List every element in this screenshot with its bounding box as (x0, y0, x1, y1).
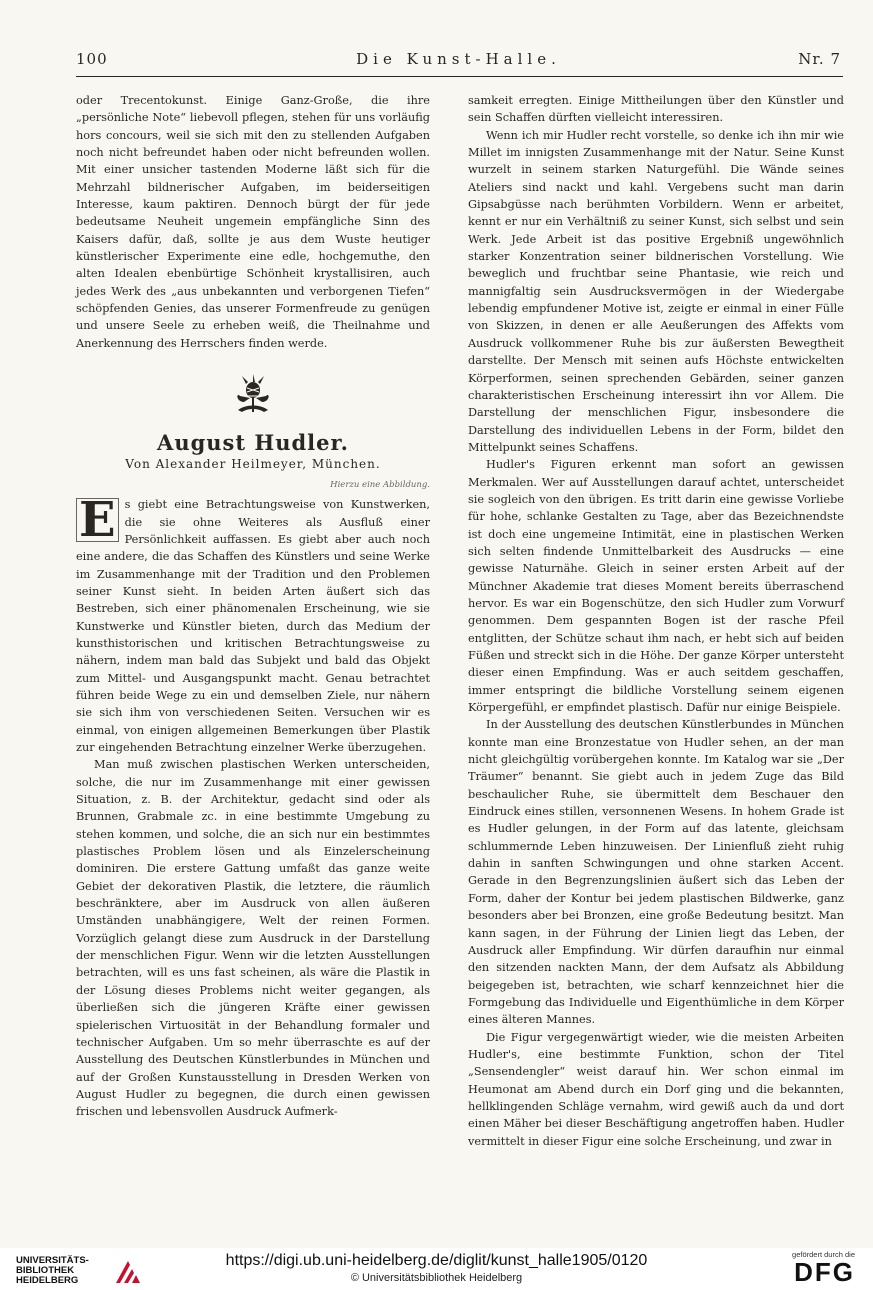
issue-number: Nr. 7 (798, 50, 841, 68)
illustration-note: Hierzu eine Abbildung. (330, 479, 430, 490)
permalink-url[interactable]: https://digi.ub.uni-heidelberg.de/diglit/kunst_halle1905/0120 (225, 1252, 648, 1269)
article-title: August Hudler. (157, 430, 349, 456)
article-byline: Von Alexander Heilmeyer, München. (125, 456, 381, 471)
library-name-line: BIBLIOTHEK (16, 1265, 75, 1276)
page-number: 100 (76, 50, 108, 68)
body-paragraph: Man muß zwischen plastischen Werken unterscheiden, solche, die nur im Zusammenhange mit einer gewissen Situation, z. B. der Architektur, gedacht sind oder als Brunnen, Grabmale zc. in eine bestimmte Umgebung zu stehen kommen, und solche, die an sich nur ein bestimmtes plastisches Problem lösen und als Einzelerscheinung dominiren. Die erstere Gattung umfaßt das ganze weite Gebiet der dekorativen Plastik, die letztere, die räumlich beschränktere, aber im Ausdruck von allen äußeren Umständen unabhängigere, Welt der reinen Formen. Vorzüglich gelangt diese zum Ausdruck in der Darstellung der menschlichen Figur. Wenn wir die letzten Ausstellungen betrachten, will es uns fast scheinen, als wäre die Plastik in der Lösung dieses Problems nicht weiter gegangen, als überließen sich die jüngeren Kräfte einer gewissen spielerischen Virtuosität in der Behandlung formaler und technischer Aufgaben. Um so mehr überraschte es auf der Ausstellung des Deutschen Künstlerbundes in München und auf der Großen Kunstausstellung in Dresden Werken von August Hudler zu begegnen, die durch einen gewissen frischen und lebensvollen Ausdruck Aufmerk- (76, 758, 430, 1119)
body-paragraph: Hudler's Figuren erkennt man sofort an gewissen Merkmalen. Wer auf Ausstellungen darauf achtet, unterscheidet sie sogleich von den übrigen. Es tritt darin eine gewisse Vorliebe für hohe, schlanke Gestalten zu Tage, aber das Bezeichnendste ist doch eine ungemeine Intimität, eine in plastischen Werken sich selten findende Unmittelbarkeit des Ausdrucks — eine gewisse Naturnähe. Gleich in seiner ersten Arbeit auf der Münchner Akademie trat dieses Moment bereits überraschend hervor. Es war ein Bogenschütze, den sich Hudler zum Vorwurf genommen. Dem gespannten Bogen ist der rasche Pfeil entglitten, der Schütze schaut ihm nach, er hebt sich auf beiden Füßen und streckt sich in die Höhe. Der ganze Körper untersteht dieser einen Empfindung. Was er auch seitdem geschaffen, immer entspringt die bildliche Vorstellung seinem eigenen Körpergefühl, er empfindet plastisch. Dafür nur einige Beispiele. (468, 458, 844, 715)
thistle-ornament-icon (234, 374, 272, 414)
body-paragraph: In der Ausstellung des deutschen Künstlerbundes in München konnte man eine Bronzestatue von Hudler sehen, an der man nicht gleichgültig vorübergehen konnte. Im Katalog war sie „Der Träumer“ benannt. Sie giebt auch in jedem Zuge das Bild beschaulicher Ruhe, sie übermittelt dem Beschauer den Eindruck eines stillen, versonnenen Wesens. In hohem Grade ist es Hudler gelungen, in der Form auf das latente, gleichsam schlummernde Leben hinzuweisen. Der Linienfluß zieht ruhig dahin in sanften Schwingungen und ohne starken Accent. Gerade in den Begrenzungslinien äußert sich das Leben der Form, daher der Kontur bei jedem plastischen Bildwerke, ganz besonders aber bei Bronzen, eine große Bedeutung besitzt. Man kann sagen, in der Führung der Linien liegt das Leben, der Ausdruck aller Empfindung. Wir dürfen daraufhin nur einmal den sitzenden nackten Mann, der dem Aufsatz als Abbildung beigegeben ist, betrachten, wie scharf kennzeichnet hier die Formgebung das Individuelle und Eigenthümliche in dem Körper eines älteren Mannes. (468, 718, 844, 1027)
library-name-line: HEIDELBERG (16, 1275, 79, 1286)
viewer-footer (0, 1248, 873, 1290)
funder-note: gefördert durch die (792, 1250, 855, 1259)
body-paragraph: Die Figur vergegenwärtigt wieder, wie die meisten Arbeiten Hudler's, eine bestimmte Funktion, schon der Titel „Sensendengler“ weist darauf hin. Wer schon einmal im Heumonat am Abend durch ein Dorf ging und die bekannten, hellklingenden Schläge vernahm, wird gewiß auch da und dort einen Mäher bei dieser Beschäftigung angetroffen haben. Hudler vermittelt in dieser Figur eine solche Erscheinung, und zwar in (468, 1030, 844, 1148)
drop-cap: E (76, 498, 119, 542)
body-paragraph: s giebt eine Betrachtungsweise von Kunstwerken, die sie ohne Weiteres als Ausfluß einer Persönlichkeit auffassen. Es giebt aber auch noch eine andere, die das Schaffen des Künstlers und seine Werke im Zusammenhange mit der Tradition und den Problemen seiner Kunst sieht. In beiden Arten äußert sich das Bestreben, sich einer phänomenalen Erscheinung, wie sie Kunstwerke und Künstler bieten, durch das Medium der kunsthistorischen und kritischen Betrachtungsweise zu nähern, indem man bald das Subjekt und bald das Objekt zum Mittel- und Ausgangspunkt macht. Genau betrachtet führen beide Wege zu ein und demselben Ziele, nur nähern sie sich ihm von verschiedenen Seiten. Versuchen wir es einmal, von einigen allgemeinen Bemerkungen über Plastik zur eingehenden Betrachtung einzelner Werke überzugehen. (76, 498, 430, 754)
funder-logo-text: DFG (794, 1257, 855, 1287)
body-paragraph: Wenn ich mir Hudler recht vorstelle, so denke ich ihn mir wie Millet im innigsten Zusammenhange mit der Natur. Seine Kunst wurzelt in seinem starken Naturgefühl. Die Wände seines Ateliers sind nackt und kahl. Vergebens sucht man darin Gipsabgüsse nach berühmten Vorbildern. Wenn er arbeitet, kennt er nur ein Verhältniß zu seiner Kunst, sich selbst und sein Werk. Jede Arbeit ist das positive Ergebniß ungewöhnlich starker Konzentration seiner bildnerischen Vorstellung. Wie beweglich und fruchtbar seine Phantasie, wie reich und mannigfaltig sein Ausdrucksvermögen in der Wiedergabe lebendig empfundener Motive ist, zeigte er einmal in einer Fülle von Skizzen, in denen er alle Aeußerungen des Affekts vom Ausdruck vollkommener Ruhe bis zur äußersten Bewegtheit darstellte. Der Mensch mit seinen aufs Höchste entwickelten Körperformen, seinen sprechenden Gebärden, seiner ganzen charakteristischen Erscheinung interessirt ihn vor Allem. Die Darstellung der menschlichen Figur, insbesondere die Darstellung des individuellen Lebens in der Form, bildet den Mittelpunkt seines Schaffens. (468, 128, 844, 454)
library-name-line: UNIVERSITÄTS- (16, 1255, 89, 1266)
dfg-logo[interactable] (755, 1250, 855, 1288)
copyright-text: © Universitätsbibliothek Heidelberg (350, 1272, 523, 1284)
header-rule (76, 76, 843, 77)
left-column (76, 92, 430, 1121)
journal-title: Die Kunst-Halle. (356, 50, 561, 68)
right-column (468, 92, 844, 1150)
intro-paragraph: oder Trecentokunst. Einige Ganz-Große, die ihre „persönliche Note“ liebevoll pflegen, stehen für uns vorläufig hors concours, weil sie sich mit den zu stellenden Aufgaben noch nicht befreundet haben oder nicht befreunden wollen. Mit einer unsicher tastenden Moderne läßt sich für die Mehrzahl bildnerischer Aufgaben, im beiderseitigen Interesse, kaum paktiren. Dennoch bürgt der für jede bedeutsame Neuheit ungemein empfängliche Sinn des Kaisers dafür, daß, sollte je aus dem Wuste heutiger künstlerischer Experimente eine edle, hochgemuthe, den alten Idealen ebenbürtige Schönheit krystallisiren, auch jedes Werk des „aus unbekannten und verborgenen Tiefen“ schöpfenden Genies, das unserer Formenfreude zu genügen und unsere Seele zu erheben weiß, die Theilnahme und Anerkennung des Herrschers finden werde. (76, 94, 430, 350)
body-paragraph: samkeit erregten. Einige Mittheilungen über den Künstler und sein Schaffen dürften vielleicht interessiren. (468, 94, 844, 125)
running-header (76, 50, 841, 72)
